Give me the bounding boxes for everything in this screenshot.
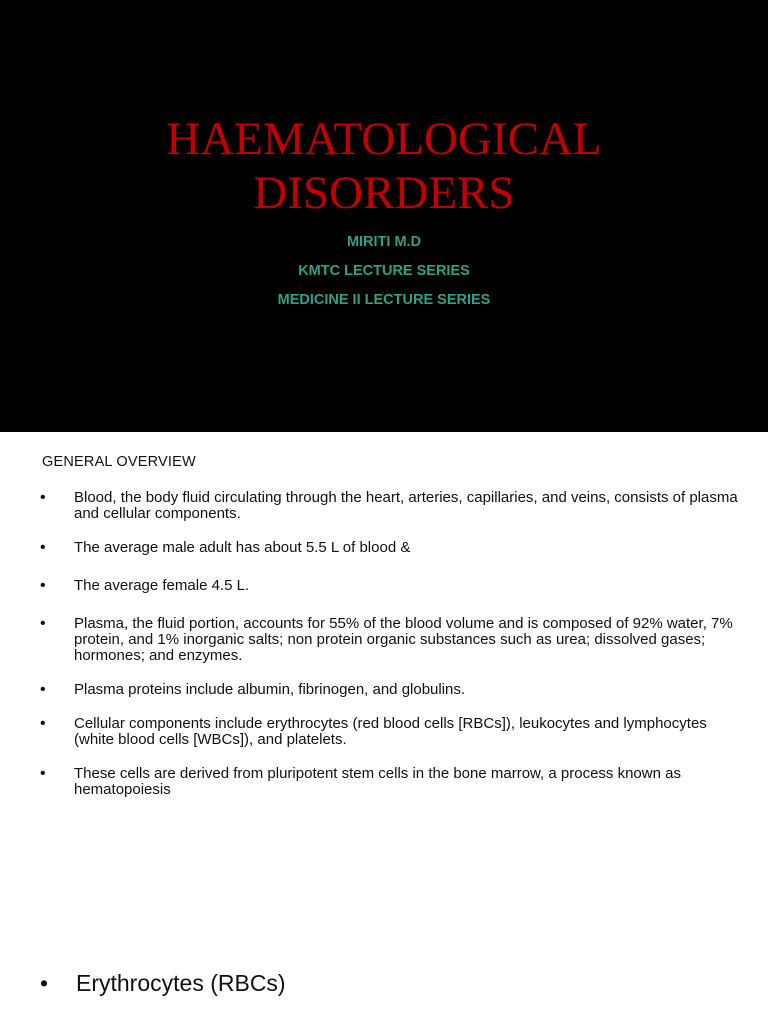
next-slide-bullet — [40, 969, 286, 997]
slide-title — [0, 112, 768, 220]
bullet-icon: • — [40, 970, 49, 996]
bullet-icon: • — [40, 765, 46, 782]
title-line-2: DISORDERS — [253, 167, 515, 219]
bullet-text: These cells are derived from pluripotent stem cells in the bone marrow, a process known as hematopoiesis — [74, 765, 681, 798]
bullet-list — [40, 490, 740, 816]
list-item — [40, 490, 740, 522]
author-line: MIRITI M.D — [346, 234, 422, 250]
list-item — [40, 540, 740, 556]
course-line: MEDICINE II LECTURE SERIES — [277, 292, 491, 308]
title-line-1: HAEMATOLOGICAL — [166, 113, 602, 165]
bullet-icon: • — [40, 615, 46, 632]
series-line: KMTC LECTURE SERIES — [298, 263, 470, 279]
list-item — [40, 766, 740, 798]
bullet-text: Plasma, the fluid portion, accounts for 55% of the blood volume and is composed of 92% water, 7% protein, and 1% inorganic salts; non protein organic substances such as urea; dissolved gases; hormones; and enzymes. — [74, 615, 733, 664]
section-heading: GENERAL OVERVIEW — [42, 454, 196, 470]
bullet-icon: • — [40, 577, 46, 594]
list-item — [40, 716, 740, 748]
list-item — [40, 578, 740, 594]
bullet-icon: • — [40, 681, 46, 698]
bullet-icon: • — [40, 489, 46, 506]
bullet-icon: • — [40, 539, 46, 556]
list-item — [40, 616, 740, 664]
bullet-text: Cellular components include erythrocytes (red blood cells [RBCs]), leukocytes and lymphocytes (white blood cells [WBCs]), and platelets. — [74, 715, 707, 748]
overview-slide — [0, 432, 768, 1024]
title-slide — [0, 0, 768, 432]
list-item — [40, 682, 740, 698]
next-bullet-text: Erythrocytes (RBCs) — [76, 970, 286, 996]
bullet-text: The average male adult has about 5.5 L of blood & — [74, 539, 411, 556]
bullet-text: The average female 4.5 L. — [74, 577, 250, 594]
bullet-icon: • — [40, 715, 46, 732]
bullet-text: Plasma proteins include albumin, fibrinogen, and globulins. — [74, 681, 466, 698]
subtitle-block — [0, 228, 768, 315]
bullet-text: Blood, the body fluid circulating through the heart, arteries, capillaries, and veins, consists of plasma and cellular components. — [74, 489, 738, 522]
